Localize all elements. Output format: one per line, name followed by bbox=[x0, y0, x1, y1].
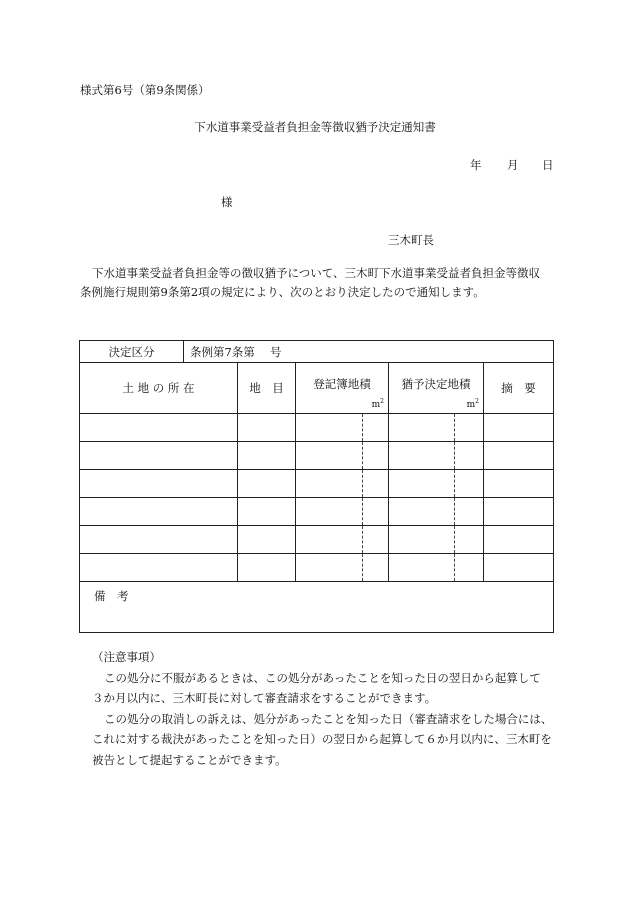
cell-chimoku bbox=[238, 554, 296, 582]
cell-deferred-area bbox=[389, 498, 455, 526]
cell-chimoku bbox=[238, 498, 296, 526]
header-deferred-area bbox=[389, 363, 484, 414]
notes-para-2-line-2: これに対する裁決があったことを知った日）の翌日から起算して６か月以内に、三木町を bbox=[92, 732, 552, 746]
document-title: 下水道事業受益者負担金等徴収猶予決定通知書 bbox=[194, 120, 436, 134]
cell-location bbox=[80, 498, 238, 526]
cell-location bbox=[80, 554, 238, 582]
cell-remarks bbox=[484, 498, 554, 526]
notes-para-1-line-1: この処分に不服があるときは、この処分があったことを知った日の翌日から起算して bbox=[104, 670, 541, 685]
cell-remarks bbox=[484, 442, 554, 470]
cell-registered-area-frac bbox=[363, 470, 389, 498]
body-line-2: 条例施行規則第9条第2項の規定により、次のとおり決定したので通知します。 bbox=[80, 285, 485, 299]
table-row bbox=[80, 414, 554, 442]
notes-para-2-line-3: 被告として提起することができます。 bbox=[92, 752, 287, 767]
table-row bbox=[80, 442, 554, 470]
header-location: 土 地 の 所 在 bbox=[80, 363, 238, 414]
table-row bbox=[80, 526, 554, 554]
notes-section bbox=[92, 647, 562, 770]
cell-chimoku bbox=[238, 470, 296, 498]
recipient-suffix: 様 bbox=[221, 195, 233, 209]
table-row bbox=[80, 470, 554, 498]
cell-deferred-area bbox=[389, 526, 455, 554]
cell-registered-area-frac bbox=[363, 554, 389, 582]
cell-registered-area bbox=[296, 470, 363, 498]
biko-cell bbox=[80, 582, 554, 633]
cell-deferred-area bbox=[389, 442, 455, 470]
cell-chimoku bbox=[238, 442, 296, 470]
header-registered-area bbox=[296, 363, 389, 414]
cell-registered-area bbox=[296, 554, 363, 582]
header-remarks: 摘 要 bbox=[484, 363, 554, 414]
deferred-area-label: 猶予決定地積 bbox=[401, 377, 471, 391]
cell-chimoku bbox=[238, 526, 296, 554]
registered-area-unit: $m^2$ bbox=[371, 398, 384, 410]
kubun-label: 決定区分 bbox=[80, 341, 184, 363]
cell-registered-area-frac bbox=[363, 414, 389, 442]
date-day: 日 bbox=[542, 158, 554, 172]
cell-remarks bbox=[484, 470, 554, 498]
cell-deferred-area-frac bbox=[455, 498, 484, 526]
registered-area-label: 登記簿地積 bbox=[313, 377, 371, 391]
header-chimoku: 地 目 bbox=[238, 363, 296, 414]
cell-remarks bbox=[484, 526, 554, 554]
notes-para-2-line-1: この処分の取消しの訴えは、処分があったことを知った日（審査請求をした場合には、 bbox=[104, 711, 553, 726]
cell-registered-area bbox=[296, 442, 363, 470]
biko-label: 備 考 bbox=[94, 589, 129, 603]
notes-para-1-line-2: ３か月以内に、三木町長に対して審査請求をすることができます。 bbox=[92, 691, 437, 705]
cell-location bbox=[80, 526, 238, 554]
table-row bbox=[80, 498, 554, 526]
cell-registered-area-frac bbox=[363, 498, 389, 526]
cell-location bbox=[80, 414, 238, 442]
kubun-value: 条例第7条第 号 bbox=[184, 341, 554, 363]
cell-registered-area-frac bbox=[363, 526, 389, 554]
date-year: 年 bbox=[470, 158, 482, 172]
cell-remarks bbox=[484, 414, 554, 442]
cell-deferred-area bbox=[389, 470, 455, 498]
decision-table bbox=[79, 340, 554, 633]
table-row bbox=[80, 554, 554, 582]
cell-deferred-area-frac bbox=[455, 526, 484, 554]
form-number: 様式第6号（第9条関係） bbox=[80, 83, 210, 97]
cell-deferred-area bbox=[389, 554, 455, 582]
cell-chimoku bbox=[238, 414, 296, 442]
deferred-area-unit: $m^2$ bbox=[466, 398, 479, 410]
body-line-1: 下水道事業受益者負担金等の徴収猶予について、三木町下水道事業受益者負担金等徴収 bbox=[92, 266, 541, 280]
cell-deferred-area-frac bbox=[455, 470, 484, 498]
cell-registered-area bbox=[296, 526, 363, 554]
date-month: 月 bbox=[507, 158, 519, 172]
notes-heading: （注意事項） bbox=[92, 650, 161, 664]
cell-deferred-area bbox=[389, 414, 455, 442]
cell-deferred-area-frac bbox=[455, 442, 484, 470]
cell-location bbox=[80, 470, 238, 498]
cell-registered-area bbox=[296, 414, 363, 442]
cell-remarks bbox=[484, 554, 554, 582]
body-text bbox=[80, 264, 554, 302]
cell-registered-area bbox=[296, 498, 363, 526]
issuer-name: 三木町長 bbox=[388, 233, 434, 247]
cell-deferred-area-frac bbox=[455, 554, 484, 582]
cell-location bbox=[80, 442, 238, 470]
cell-registered-area-frac bbox=[363, 442, 389, 470]
cell-deferred-area-frac bbox=[455, 414, 484, 442]
